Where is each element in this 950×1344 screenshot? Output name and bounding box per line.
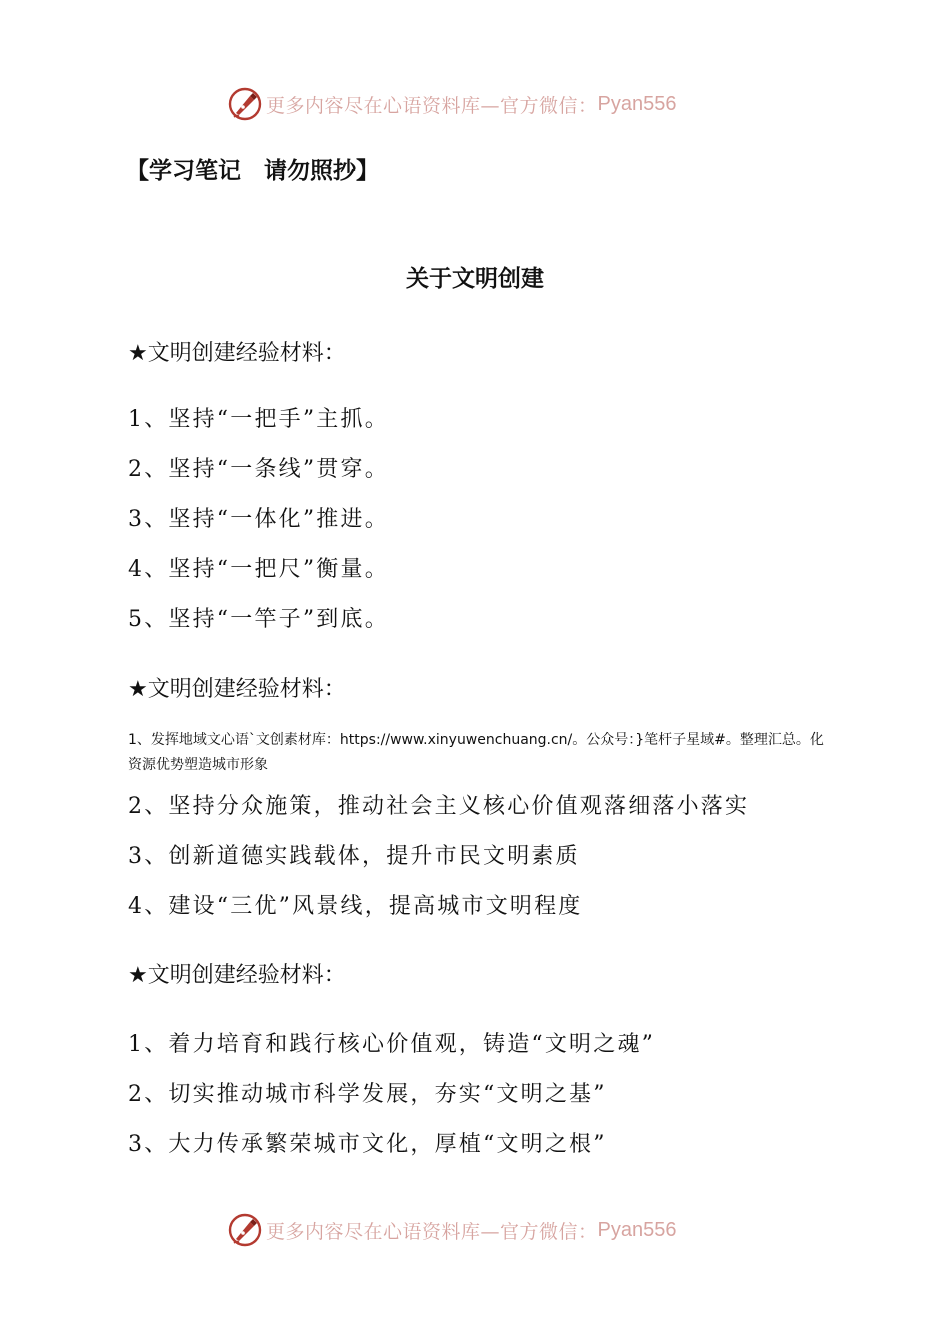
list-item: 2、切实推动城市科学发展，夯实“文明之基” bbox=[128, 1082, 607, 1107]
page-title: 关于文明创建 bbox=[406, 265, 544, 292]
list-item: 1、坚持“一把手”主抓。 bbox=[128, 407, 389, 432]
note-header: 【学习笔记 请勿照抄】 bbox=[126, 158, 379, 184]
list-item: 5、坚持“一竿子”到底。 bbox=[128, 607, 389, 632]
section-heading: ★文明创建经验材料： bbox=[128, 677, 346, 702]
list-item: 4、坚持“一把尺”衡量。 bbox=[128, 557, 389, 582]
list-item: 2、坚持“一条线”贯穿。 bbox=[128, 457, 389, 482]
watermark-text: 更多内容尽在心语资料库—官方微信： bbox=[266, 1220, 598, 1243]
section-heading: ★文明创建经验材料： bbox=[128, 341, 346, 366]
watermark-text: 更多内容尽在心语资料库—官方微信： bbox=[266, 94, 598, 117]
fountain-pen-nib-icon bbox=[228, 1213, 262, 1247]
list-item: 3、创新道德实践载体，提升市民文明素质 bbox=[128, 844, 580, 869]
watermark-wechat-id: Pyan556 bbox=[597, 92, 677, 115]
watermark-header bbox=[228, 84, 676, 124]
list-item-small: 1、发挥地域文心语`文创素材库：https://www.xinyuwenchuang.cn/。公众号：}笔杆子星域#。整理汇总。化资源优势塑造城市形象 bbox=[128, 732, 824, 773]
watermark-footer bbox=[228, 1210, 676, 1250]
list-item: 3、大力传承繁荣城市文化，厚植“文明之根” bbox=[128, 1132, 607, 1157]
list-item: 4、建设“三优”风景线，提高城市文明程度 bbox=[128, 894, 583, 919]
watermark-wechat-id: Pyan556 bbox=[597, 1218, 677, 1241]
list-item: 2、坚持分众施策，推动社会主义核心价值观落细落小落实 bbox=[128, 794, 750, 819]
list-item: 3、坚持“一体化”推进。 bbox=[128, 507, 389, 532]
list-item: 1、着力培育和践行核心价值观，铸造“文明之魂” bbox=[128, 1032, 656, 1057]
fountain-pen-nib-icon bbox=[228, 87, 262, 121]
section-heading: ★文明创建经验材料： bbox=[128, 963, 346, 988]
